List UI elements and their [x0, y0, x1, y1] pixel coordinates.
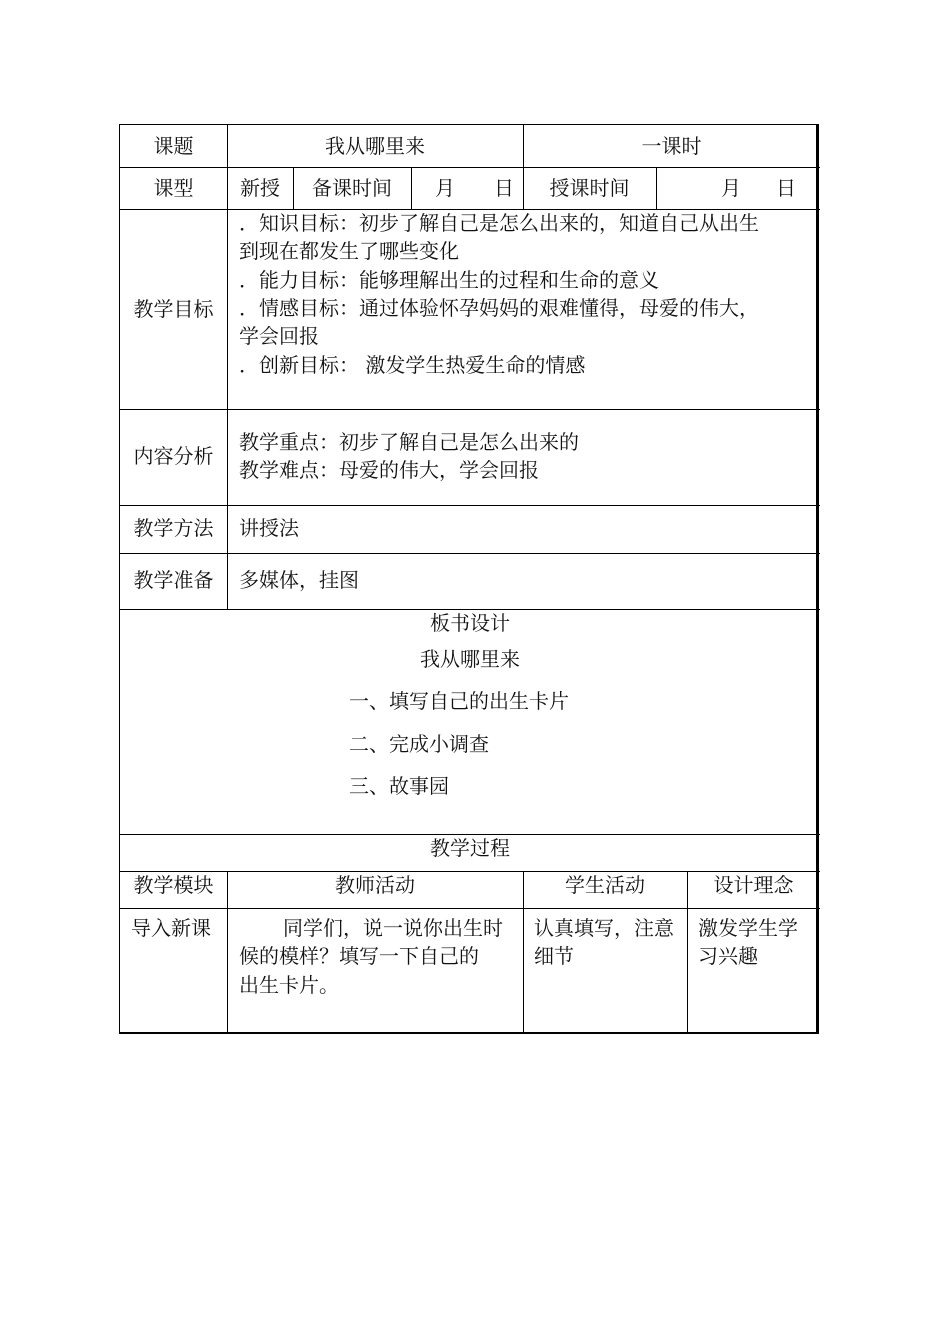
- method-value: 讲授法: [239, 516, 299, 540]
- column-header-student: 学生活动: [565, 873, 645, 897]
- board-item: 二、完成小调查: [349, 732, 489, 756]
- process-heading: 教学过程: [430, 836, 510, 860]
- column-divider: [656, 167, 657, 209]
- design-concept-line: 激发学生学: [698, 916, 798, 940]
- prep-day: 日: [494, 176, 514, 200]
- preparation-value: 多媒体，挂图: [239, 568, 359, 592]
- board-title: 我从哪里来: [420, 647, 520, 671]
- lesson-type-value: 新授: [240, 176, 280, 200]
- lesson-title: 我从哪里来: [325, 134, 425, 158]
- preparation-label: 教学准备: [133, 568, 214, 592]
- row-divider: [120, 908, 820, 909]
- column-header-concept: 设计理念: [713, 873, 794, 897]
- row-divider: [120, 167, 820, 168]
- teach-day: 日: [776, 176, 796, 200]
- column-header-teacher: 教师活动: [335, 873, 415, 897]
- method-label: 教学方法: [133, 516, 214, 540]
- student-activity-line: 认真填写，注意: [534, 916, 674, 940]
- objective-line: ．创新目标： 激发学生热爱生命的情感: [239, 353, 586, 377]
- row-divider: [120, 409, 820, 410]
- key-point: 教学重点：初步了解自己是怎么出来的: [239, 430, 579, 454]
- column-header-module: 教学模块: [133, 873, 214, 897]
- teacher-activity-line: 出生卡片。: [239, 973, 339, 997]
- difficulty-point: 教学难点：母爱的伟大，学会回报: [239, 458, 539, 482]
- objective-line: 到现在都发生了哪些变化: [239, 239, 459, 263]
- board-item: 一、填写自己的出生卡片: [349, 689, 569, 713]
- column-divider: [411, 167, 412, 209]
- prep-time-label: 备课时间: [312, 176, 392, 200]
- process-module: 导入新课: [131, 916, 211, 940]
- design-concept-line: 习兴趣: [698, 944, 758, 968]
- prep-month: 月: [435, 176, 455, 200]
- lesson-period: 一课时: [641, 134, 702, 158]
- board-item: 三、故事园: [349, 774, 449, 798]
- teacher-activity-line: 候的模样？填写一下自己的: [239, 944, 479, 968]
- row-divider: [120, 505, 820, 506]
- teach-month: 月: [721, 176, 741, 200]
- lesson-plan-table: [119, 124, 819, 1034]
- teacher-activity-line: 同学们，说一说你出生时: [283, 916, 503, 940]
- row-divider: [120, 553, 820, 554]
- objective-line: ．知识目标：初步了解自己是怎么出来的，知道自己从出生: [239, 211, 759, 235]
- objective-line: ．能力目标：能够理解出生的过程和生命的意义: [239, 268, 659, 292]
- analysis-label: 内容分析: [133, 444, 214, 468]
- objectives-label: 教学目标: [133, 297, 214, 321]
- student-activity-line: 细节: [534, 944, 574, 968]
- subject-label: 课题: [153, 134, 194, 158]
- board-heading: 板书设计: [430, 611, 510, 635]
- objective-line: 学会回报: [239, 324, 319, 348]
- objective-line: ．情感目标：通过体验怀孕妈妈的艰难懂得，母爱的伟大，: [239, 296, 759, 320]
- teach-time-label: 授课时间: [549, 176, 630, 200]
- lesson-type-label: 课型: [153, 176, 194, 200]
